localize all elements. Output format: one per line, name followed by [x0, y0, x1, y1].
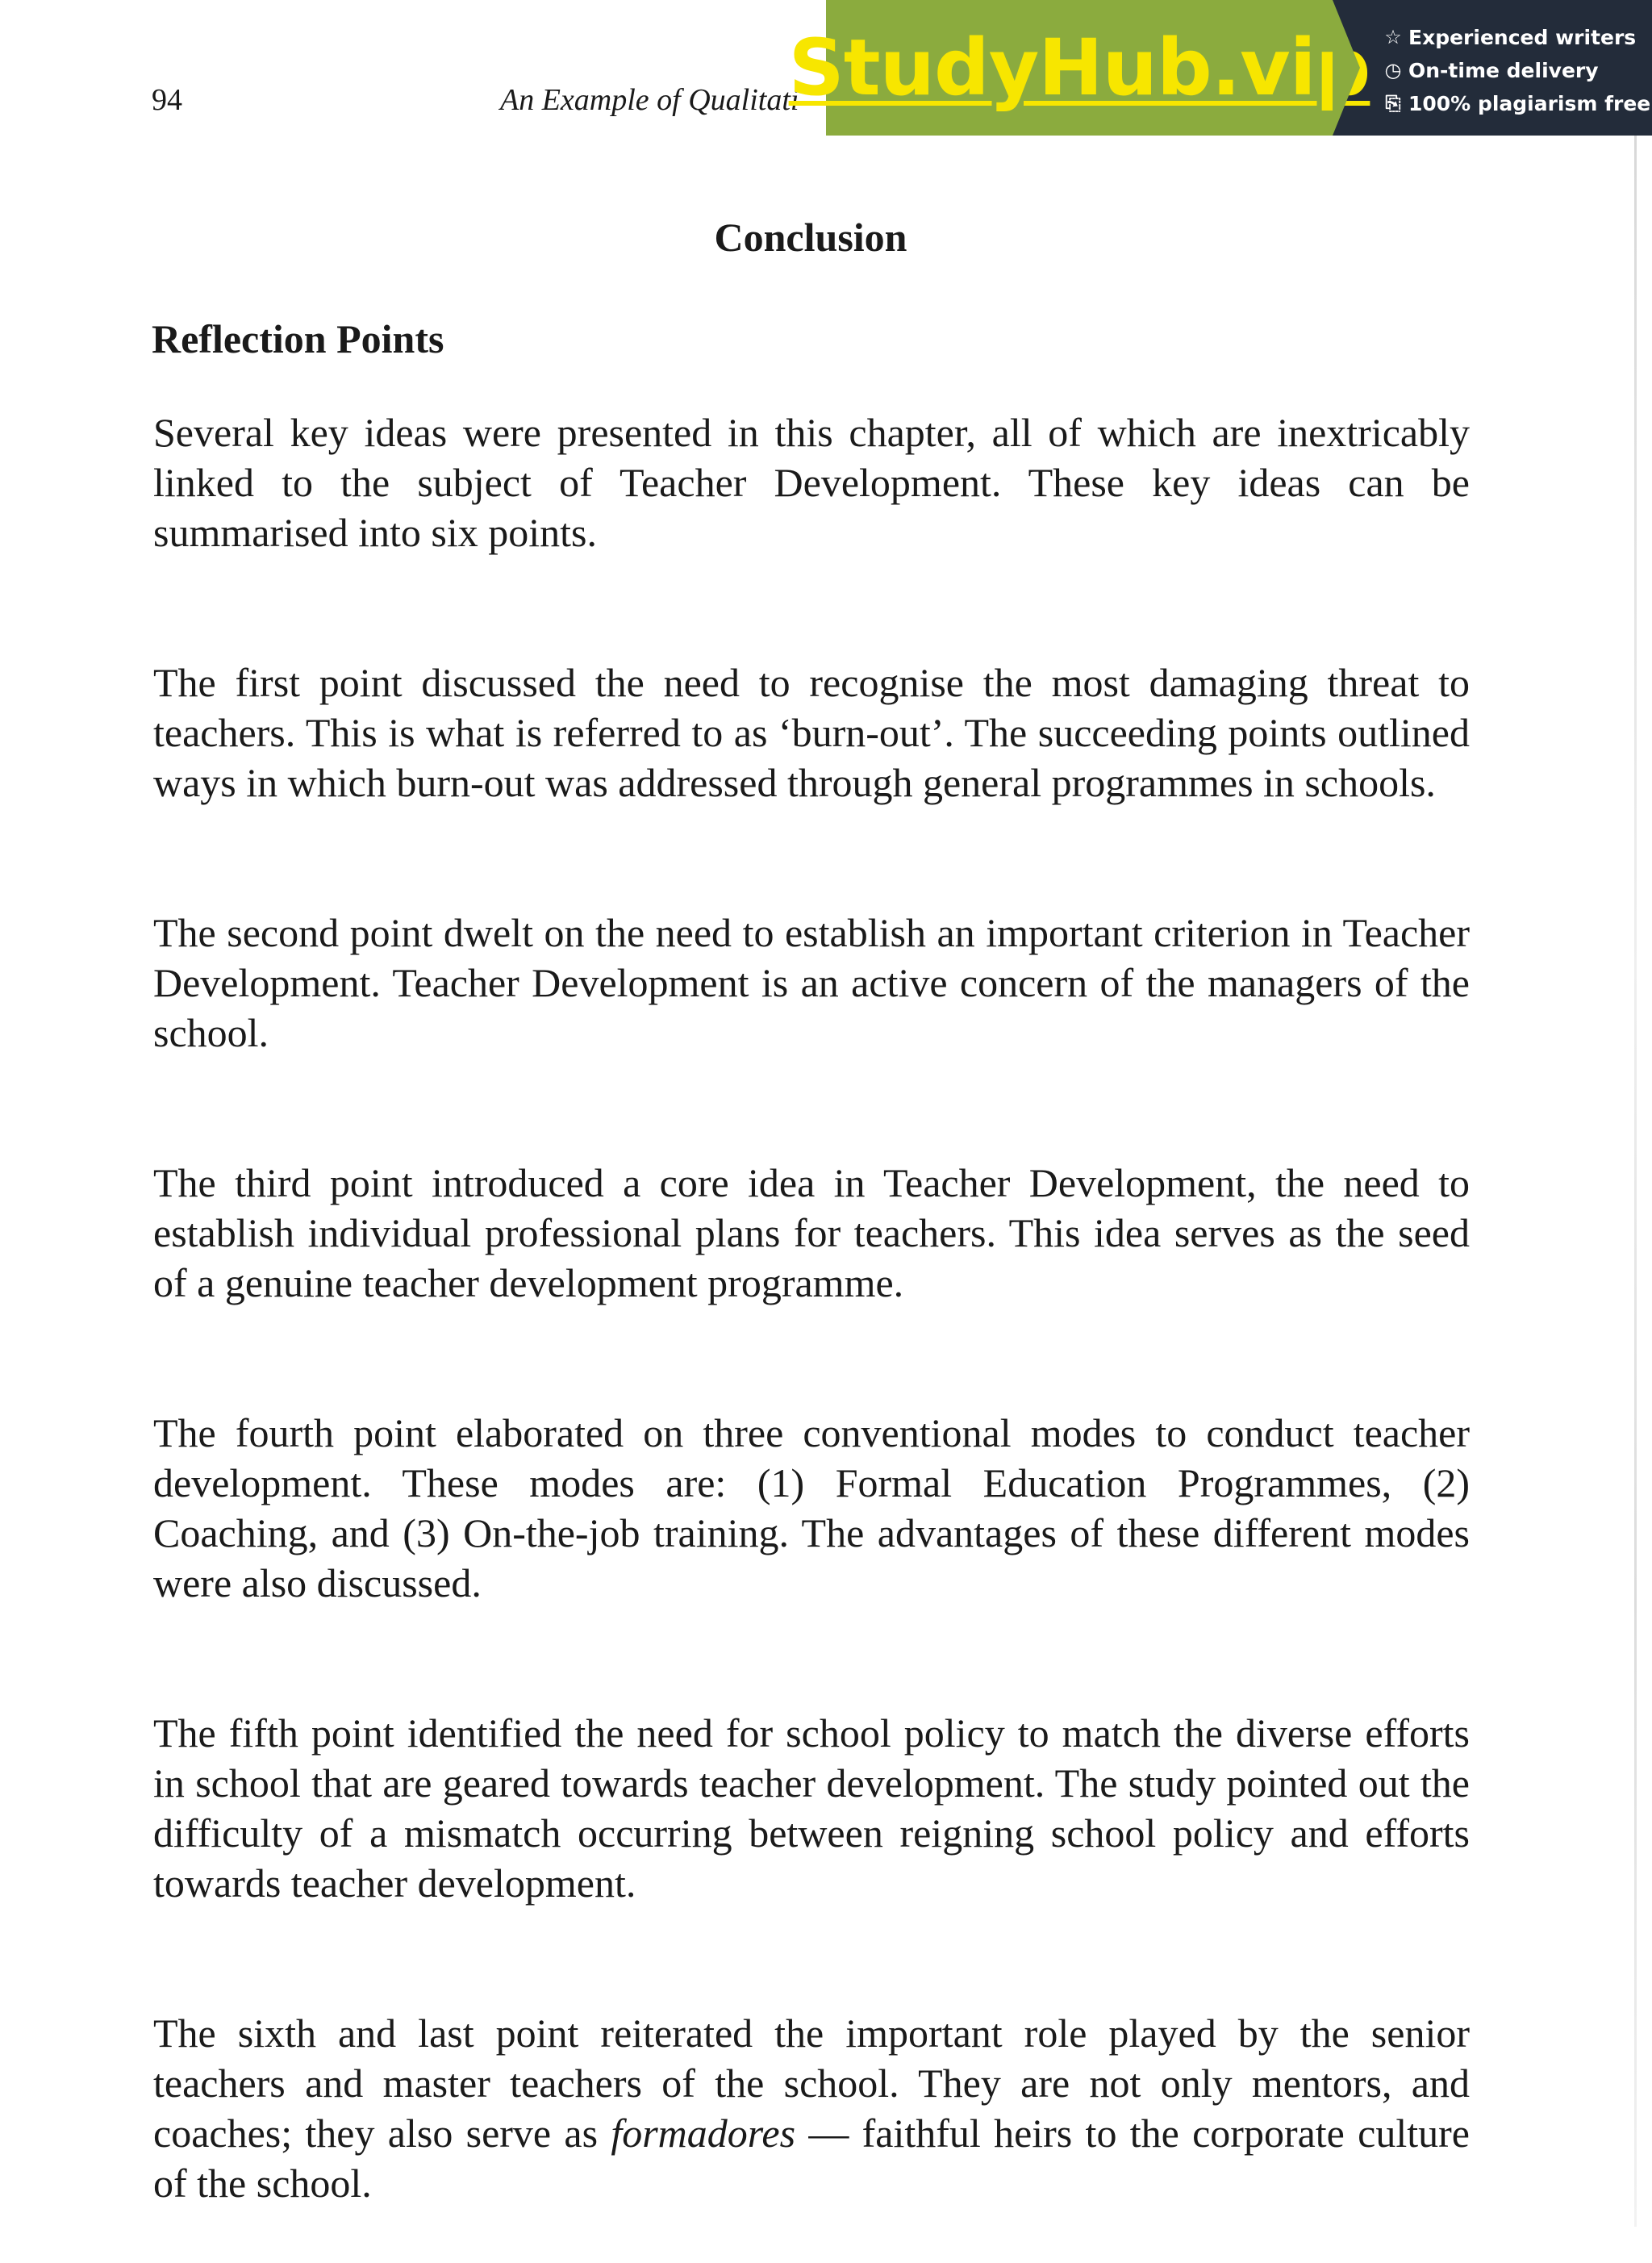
section-heading: Conclusion [714, 215, 907, 260]
page-number: 94 [152, 83, 182, 117]
ad-feature-label: Experienced writers [1408, 26, 1637, 49]
clock-icon: ◷ [1384, 59, 1402, 81]
paragraph-third-point: The third point introduced a core idea in Teacher Development, the need to establish individual professional plans for teachers. This idea serves as the seed of a genuine teacher development programme. [153, 1160, 1470, 1305]
paragraph-fifth-point: The fifth point identified the need for school policy to match the diverse efforts in school that are geared towards teacher development. The study pointed out the difficulty of a mismatch occurring between reigning school policy and efforts towards teacher development. [153, 1710, 1470, 1906]
paragraph-intro: Several key ideas were presented in this chapter, all of which are inextricably linked to the subject of Teacher Development. These key ideas can be summarised into six points. [153, 410, 1470, 555]
ad-banner[interactable] [788, 0, 1652, 136]
paragraph-sixth-point [153, 2008, 1470, 2208]
subsection-heading: Reflection Points [152, 316, 444, 361]
ad-features-panel [1333, 0, 1652, 136]
ad-feature-item [1383, 87, 1652, 120]
paragraph-second-point: The second point dwelt on the need to establish an important criterion in Teacher Development. Teacher Development is an active concern of the managers of the school. [153, 910, 1470, 1055]
ad-brand-logo[interactable]: StudyHub.vip [826, 0, 1333, 136]
page-edge-shadow [1634, 129, 1637, 2227]
body-text [153, 407, 1470, 2208]
paragraph-text: — faithful heirs to the corporate culture of the school. [153, 2111, 1470, 2206]
star-outline-icon: ☆ [1384, 26, 1402, 48]
emphasized-term: formadores [611, 2111, 796, 2156]
ad-feature-label: On-time delivery [1408, 59, 1599, 82]
ad-feature-item [1383, 21, 1652, 54]
paragraph-text: The sixth and last point reiterated the important role played by the senior teachers and master teachers of the school. They are not only mentors, and coaches; they also serve as [153, 2010, 1470, 2156]
ad-feature-item [1383, 54, 1652, 87]
document-check-icon: ⎘ [1385, 92, 1401, 115]
paragraph-first-point: The first point discussed the need to recognise the most damaging threat to teachers. This is what is referred to as ‘burn-out’. The succeeding points outlined ways in which burn-out was addressed through general programmes in schools. [153, 660, 1470, 805]
running-title: An Example of Qualitati [500, 83, 799, 117]
paragraph-fourth-point: The fourth point elaborated on three conventional modes to conduct teacher development. These modes are: (1) Formal Education Programmes, (2) Coaching, and (3) On-the-job training. The advantages of these different modes were also discussed. [153, 1410, 1470, 1605]
ad-feature-label: 100% plagiarism free [1408, 92, 1651, 115]
